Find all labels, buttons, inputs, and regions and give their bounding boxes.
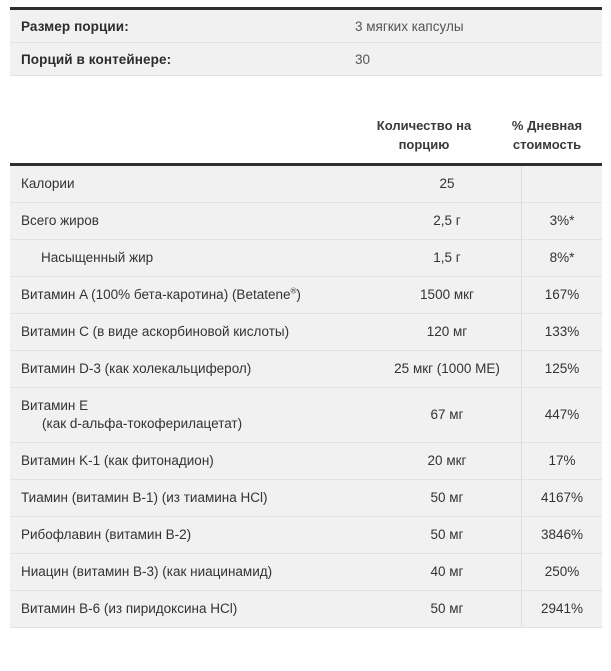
nutrient-name: Витамин C (в виде аскорбиновой кислоты) bbox=[10, 314, 373, 351]
table-row bbox=[10, 203, 602, 240]
nutrient-name bbox=[10, 388, 373, 443]
nutrient-amount: 120 мг bbox=[373, 314, 522, 351]
nutrition-table-body bbox=[10, 166, 602, 628]
table-row bbox=[10, 351, 602, 388]
nutrient-daily-value: 3%* bbox=[522, 203, 603, 240]
nutrient-name-line2: (как d-альфа-токоферилацетат) bbox=[42, 416, 243, 431]
serving-info-panel bbox=[10, 7, 602, 76]
nutrient-name: Ниацин (витамин B-3) (как ниацинамид) bbox=[10, 554, 373, 591]
table-row bbox=[10, 480, 602, 517]
table-row bbox=[10, 443, 602, 480]
header-dv-line1: % Дневная bbox=[511, 118, 583, 133]
nutrient-amount: 25 мкг (1000 МЕ) bbox=[373, 351, 522, 388]
nutrition-facts-table bbox=[10, 166, 602, 628]
nutrient-name: Рибофлавин (витамин B-2) bbox=[10, 517, 373, 554]
nutrient-name: Тиамин (витамин B-1) (из тиамина HCl) bbox=[10, 480, 373, 517]
header-name-spacer bbox=[10, 116, 356, 154]
panel-gap bbox=[0, 76, 611, 116]
nutrient-amount: 50 мг bbox=[373, 480, 522, 517]
header-dv-line2: стоимость bbox=[512, 137, 582, 152]
header-daily-value bbox=[492, 116, 602, 154]
registered-trademark-icon: ® bbox=[290, 286, 297, 296]
nutrient-amount: 67 мг bbox=[373, 388, 522, 443]
nutrient-name bbox=[10, 277, 373, 314]
nutrient-amount: 2,5 г bbox=[373, 203, 522, 240]
table-row bbox=[10, 517, 602, 554]
nutrient-amount: 25 bbox=[373, 166, 522, 203]
nutrient-name: Витамин K-1 (как фитонадион) bbox=[10, 443, 373, 480]
table-row bbox=[10, 166, 602, 203]
header-amount-line1: Количество на bbox=[376, 118, 472, 133]
nutrient-daily-value: 125% bbox=[522, 351, 603, 388]
nutrient-name-text: Витамин A (100% бета-каротина) (Betatene bbox=[21, 287, 291, 302]
nutrient-amount: 50 мг bbox=[373, 517, 522, 554]
servings-per-container-row bbox=[10, 43, 602, 76]
nutrient-name: Насыщенный жир bbox=[10, 240, 373, 277]
nutrient-daily-value: 8%* bbox=[522, 240, 603, 277]
nutrient-name: Витамин D-3 (как холекальциферол) bbox=[10, 351, 373, 388]
nutrient-name: Калории bbox=[10, 166, 373, 203]
nutrient-name-line1: Витамин E bbox=[21, 398, 89, 413]
serving-size-row bbox=[10, 10, 602, 43]
nutrient-daily-value: 167% bbox=[522, 277, 603, 314]
nutrient-daily-value: 250% bbox=[522, 554, 603, 591]
table-row bbox=[10, 277, 602, 314]
nutrient-amount: 1500 мкг bbox=[373, 277, 522, 314]
table-row bbox=[10, 240, 602, 277]
nutrient-daily-value: 17% bbox=[522, 443, 603, 480]
table-row bbox=[10, 591, 602, 628]
nutrient-daily-value: 4167% bbox=[522, 480, 603, 517]
nutrient-amount: 1,5 г bbox=[373, 240, 522, 277]
nutrition-facts-panel bbox=[10, 163, 602, 628]
nutrient-amount: 40 мг bbox=[373, 554, 522, 591]
nutrient-daily-value: 3846% bbox=[522, 517, 603, 554]
nutrient-daily-value: 133% bbox=[522, 314, 603, 351]
nutrient-daily-value bbox=[522, 166, 603, 203]
serving-size-value: 3 мягких капсулы bbox=[355, 18, 464, 34]
nutrient-amount: 20 мкг bbox=[373, 443, 522, 480]
servings-per-container-label: Порций в контейнере: bbox=[21, 51, 172, 67]
nutrient-name-suffix: ) bbox=[296, 287, 301, 302]
header-amount-line2: порцию bbox=[398, 137, 450, 152]
table-row bbox=[10, 314, 602, 351]
header-amount-per-serving bbox=[356, 116, 492, 154]
nutrient-daily-value: 447% bbox=[522, 388, 603, 443]
servings-per-container-value: 30 bbox=[355, 51, 371, 67]
nutrition-table-header bbox=[10, 116, 602, 163]
nutrient-daily-value: 2941% bbox=[522, 591, 603, 628]
serving-size-label: Размер порции: bbox=[21, 18, 129, 34]
table-row bbox=[10, 388, 602, 443]
nutrient-name: Всего жиров bbox=[10, 203, 373, 240]
nutrient-name: Витамин B-6 (из пиридоксина HCl) bbox=[10, 591, 373, 628]
nutrient-amount: 50 мг bbox=[373, 591, 522, 628]
table-row bbox=[10, 554, 602, 591]
